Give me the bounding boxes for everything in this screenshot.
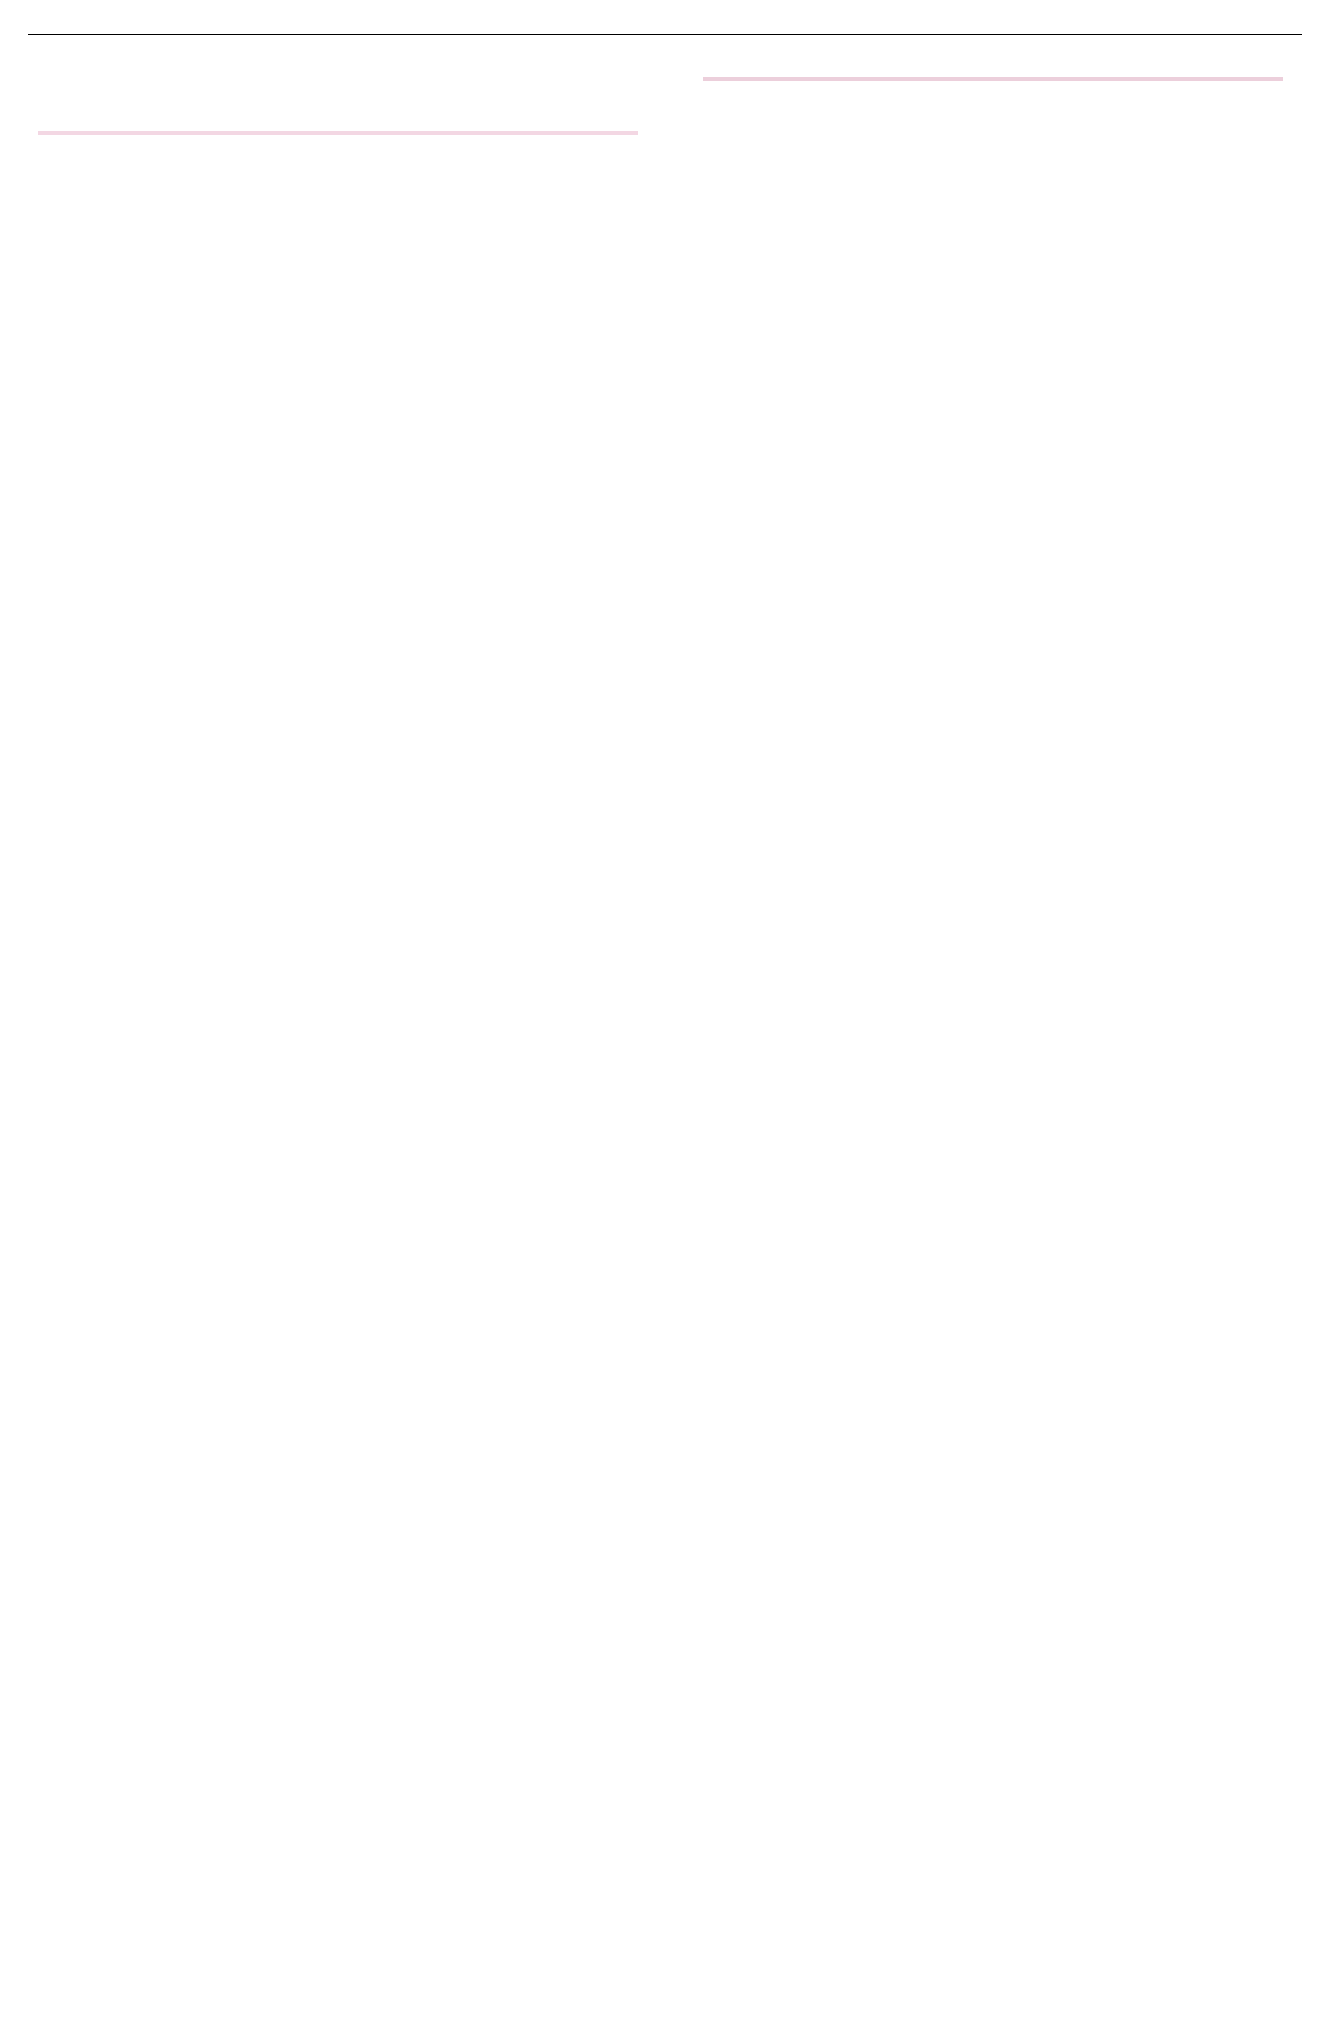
left-column [30,47,645,161]
page-header [0,0,1330,32]
right-column [685,47,1300,161]
sem-figure [703,77,1283,81]
xrd-figure [38,131,638,135]
two-column-body [0,35,1330,161]
